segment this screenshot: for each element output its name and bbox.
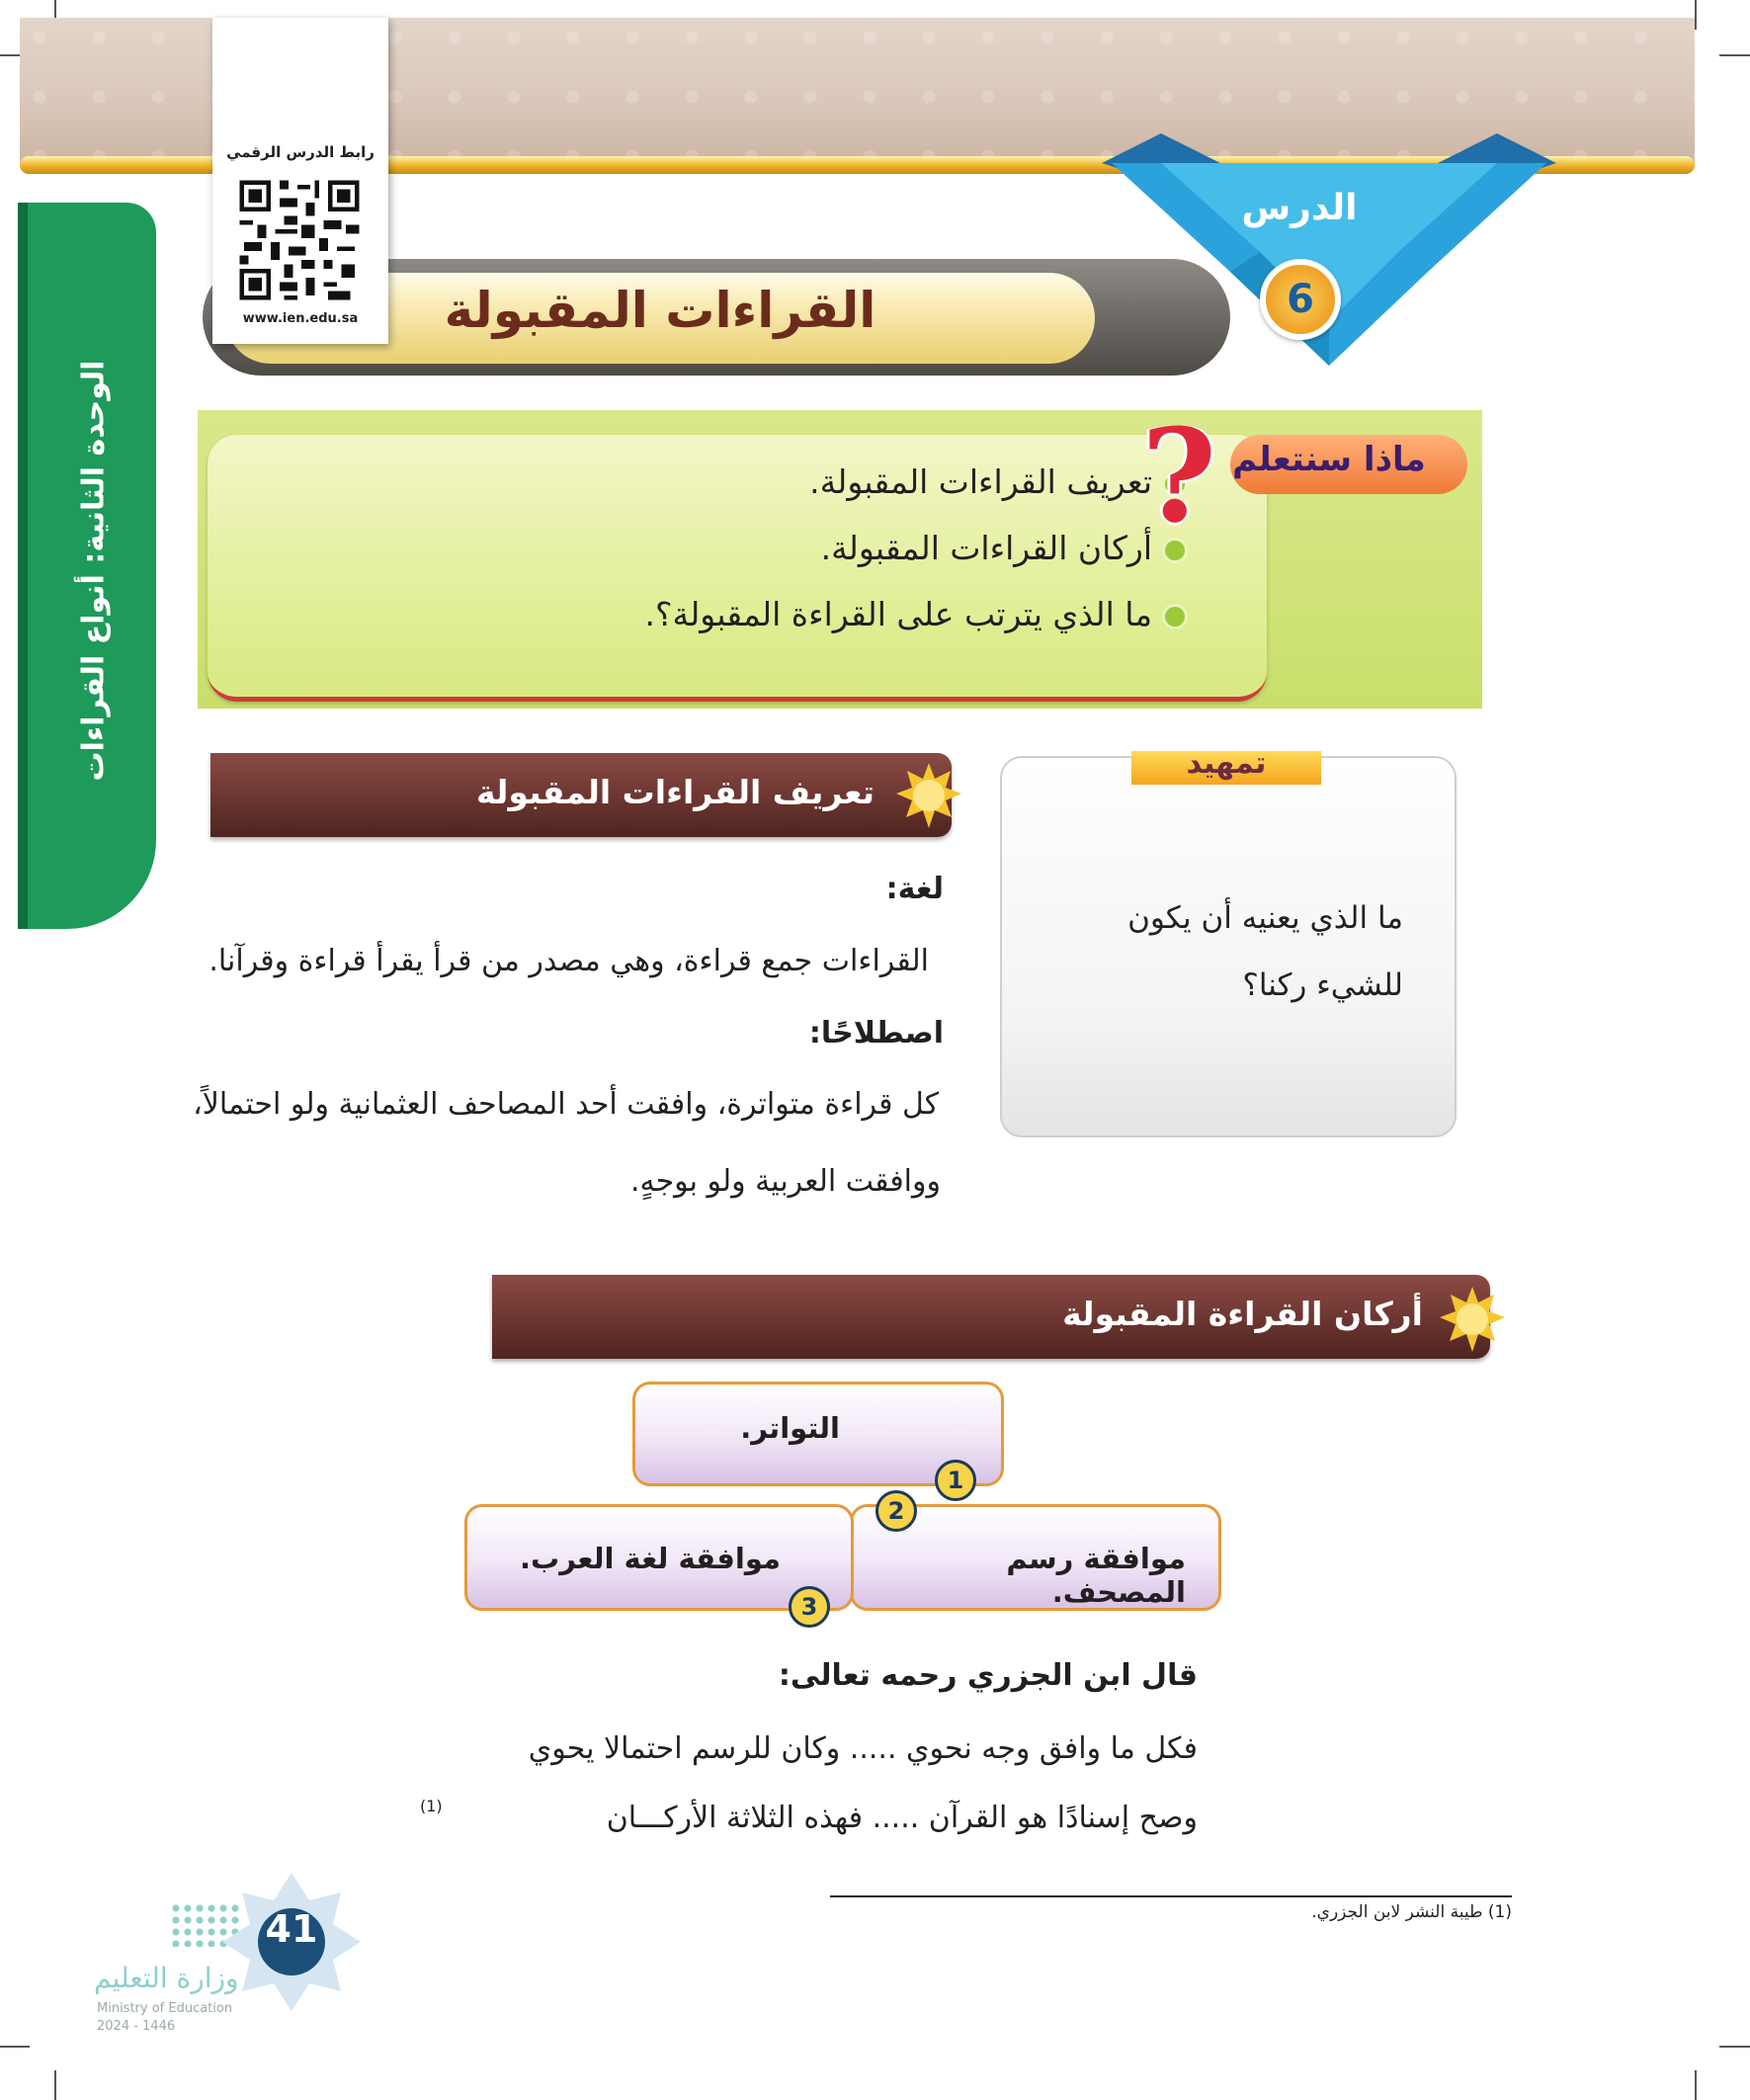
- crop-mark: [1695, 2070, 1697, 2100]
- lesson-title: القراءات المقبولة: [444, 282, 876, 339]
- pillar-label: التواتر.: [740, 1411, 840, 1445]
- page-number: 41: [265, 1907, 318, 1951]
- crop-mark: [1719, 54, 1750, 56]
- intro-question: ما الذي يعنيه أن يكون للشيء ركنا؟: [1127, 900, 1403, 1003]
- objective-item: أركان القراءات المقبولة.: [821, 529, 1188, 567]
- lesson-number-badge: 6: [1260, 259, 1341, 340]
- objective-item: ما الذي يترتب على القراءة المقبولة؟.: [645, 595, 1188, 633]
- lang-text: القراءات جمع قراءة، وهي مصدر من قرأ يقرأ قراءة وقرآنا.: [208, 944, 929, 978]
- bullet-icon: [1162, 604, 1188, 630]
- definition-heading: تعريف القراءات المقبولة: [476, 773, 875, 811]
- pillar-number: 1: [935, 1460, 976, 1501]
- crop-mark: [0, 2046, 30, 2048]
- poem-intro: قال ابن الجزري رحمه تعالى:: [778, 1658, 1198, 1693]
- learn-tag-label: ماذا سنتعلم: [1232, 440, 1426, 479]
- qr-label: رابط الدرس الرقمي: [226, 143, 375, 161]
- footnote-marker: (1): [420, 1797, 443, 1815]
- qr-url[interactable]: www.ien.edu.sa: [242, 311, 359, 326]
- ministry-name-arabic: وزارة التعليم: [94, 1962, 239, 1994]
- unit-title: الوحدة الثانية: أنواع القراءات: [76, 360, 112, 782]
- crop-mark: [1719, 2046, 1750, 2048]
- edition-year: 2024 - 1446: [97, 2019, 176, 2034]
- crop-mark: [1695, 0, 1697, 30]
- objective-item: تعريف القراءات المقبولة.: [809, 462, 1188, 501]
- term-text-line1: كل قراءة متواترة، وافقت أحد المصاحف العثمانية ولو احتمالاً،: [193, 1087, 939, 1122]
- pillars-heading: أركان القراءة المقبولة: [1062, 1295, 1423, 1333]
- term-text-line2: ووافقت العربية ولو بوجهٍ.: [629, 1164, 941, 1199]
- intro-tag-label: تمهيد: [1186, 746, 1267, 781]
- pillar-number: 3: [789, 1586, 830, 1628]
- term-label: اصطلاحًا:: [808, 1016, 944, 1050]
- poem-line: وصح إسنادًا هو القرآن ..... فهذه الثلاثة الأركـــان: [606, 1801, 1198, 1835]
- crop-mark: [54, 2070, 56, 2100]
- pillar-label: موافقة رسم المصحف.: [1006, 1542, 1186, 1609]
- sun-badge-icon: [1438, 1285, 1507, 1354]
- lang-label: لغة:: [885, 872, 944, 906]
- question-mark-icon: ?: [1141, 400, 1217, 551]
- poem-line: فكل ما وافق وجه نحوي ..... وكان للرسم احتمالا يحوي: [528, 1731, 1198, 1766]
- footnote-divider: [830, 1895, 1512, 1897]
- objectives-box: [208, 435, 1267, 702]
- pillar-label: موافقة لغة العرب.: [520, 1542, 781, 1575]
- ministry-name-english: Ministry of Education: [97, 2001, 233, 2016]
- pillar-number: 2: [875, 1490, 917, 1532]
- qr-code-icon[interactable]: [235, 176, 364, 304]
- unit-side-tab-edge: [18, 203, 28, 929]
- footnote: (1) طيبة النشر لابن الجزري.: [1311, 1902, 1512, 1922]
- sun-badge-icon: [894, 761, 963, 830]
- lesson-word: الدرس: [1241, 188, 1358, 228]
